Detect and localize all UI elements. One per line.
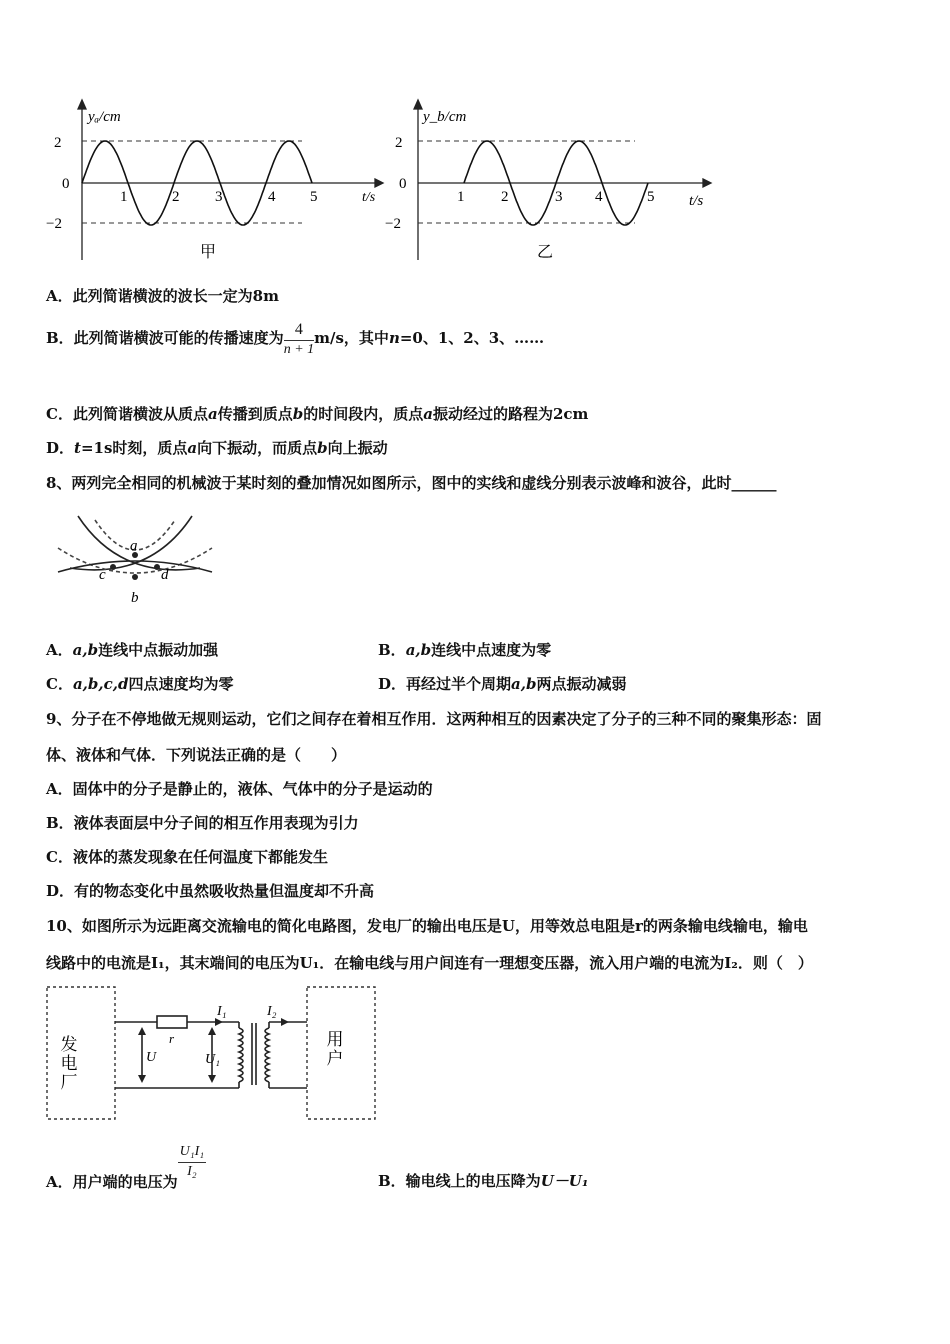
ylabel-jia: yₐ/cm: [88, 109, 121, 125]
wave-interference-diagram: [50, 510, 220, 610]
caption-yi: 乙: [537, 244, 554, 261]
q9-option-b: B．液体表面层中分子间的相互作用表现为引力: [46, 814, 359, 832]
user-label: 用户: [323, 1030, 343, 1068]
xtick: 1: [457, 189, 465, 205]
xtick: 2: [501, 189, 509, 205]
point-label-a: a: [130, 538, 138, 554]
xlabel-jia: t/s: [362, 190, 376, 205]
q9-option-c: C．液体的蒸发现象在任何温度下都能发生: [46, 848, 328, 866]
q9-option-a: A．固体中的分子是静止的，液体、气体中的分子是运动的: [46, 780, 433, 798]
current-i2-label: I₂: [267, 1004, 277, 1019]
q10-option-b: B．输电线上的电压降为U－U₁: [378, 1172, 589, 1190]
ylabel-yi: y_b/cm: [423, 109, 467, 125]
q9-option-d: D．有的物态变化中虽然吸收热量但温度却不升高: [46, 882, 375, 900]
ytick-2: 2: [54, 135, 62, 151]
point-label-c: c: [99, 567, 106, 583]
q8-option-b: B．a,b连线中点速度为零: [378, 641, 552, 659]
q7-option-a: A．此列简谐横波的波长一定为8m: [46, 287, 279, 305]
point-label-b: b: [131, 590, 139, 606]
q10-option-a: A．用户端的电压为 $\frac{\text{U₁I₁}}{\text{I₂}}$: [46, 1144, 205, 1191]
q8-option-a: A．a,b连线中点振动加强: [46, 641, 219, 659]
xtick: 3: [215, 189, 223, 205]
voltage-u1-label: U₁: [205, 1052, 220, 1067]
ytick-0: 0: [62, 176, 70, 192]
power-plant-label: 发电厂: [57, 1035, 77, 1092]
q7-option-b: B．此列简谐横波可能的传播速度为 $\frac{4}{n + 1}$ m/s，其中n=0、1、2、3、……: [46, 320, 545, 357]
wave-curve-a: [82, 141, 107, 183]
resistor-label: r: [169, 1031, 175, 1046]
xtick: 1: [120, 189, 128, 205]
caption-jia: 甲: [200, 244, 217, 261]
q10-stem-line1: 10、如图所示为远距离交流输电的简化电路图，发电厂的输出电压是U，用等效总电阻是r的两条输电线输电，输电: [46, 917, 808, 935]
q10-stem-line2: 线路中的电流是I₁，其末端间的电压为U₁．在输电线与用户间连有一理想变压器，流入用户端的电流为I₂．则（ ）: [46, 954, 813, 972]
power-transmission-circuit: [45, 985, 380, 1125]
q7-option-d: D．t=1s时刻，质点a向下振动，而质点b向上振动: [46, 439, 388, 457]
xtick: 5: [647, 189, 655, 205]
q9-stem-line2: 体、液体和气体．下列说法正确的是（ ）: [46, 746, 347, 764]
fraction-4-over-n-plus-1: $\frac{4}{n + 1}$: [283, 320, 315, 357]
ytick-2: 2: [395, 135, 403, 151]
ytick-neg2: −2: [385, 216, 401, 232]
ytick-0: 0: [399, 176, 407, 192]
xtick: 2: [172, 189, 180, 205]
fraction-u1i1-over-i2: $\frac{\text{U₁I₁}}{\text{I₂}}$: [179, 1144, 205, 1179]
wave-graph-yi: [385, 95, 725, 265]
ytick-neg2: −2: [46, 216, 62, 232]
xlabel-yi: t/s: [689, 193, 704, 209]
xtick: 3: [555, 189, 563, 205]
resistor-r: [157, 1016, 187, 1028]
voltage-u-label: U: [146, 1050, 157, 1065]
q7-option-c: C．此列简谐横波从质点a传播到质点b的时间段内，质点a振动经过的路程为2cm: [46, 405, 589, 423]
point-label-d: d: [161, 567, 169, 583]
q9-stem-line1: 9、分子在不停地做无规则运动，它们之间存在着相互作用．这两种相互的因素决定了分子的三种不同的聚集形态：固: [46, 710, 822, 728]
wave-graph-jia: [40, 95, 390, 265]
xtick: 5: [310, 189, 318, 205]
q8-option-d: D．再经过半个周期a,b两点振动减弱: [378, 675, 627, 693]
xtick: 4: [268, 189, 276, 205]
q8-stem: 8、两列完全相同的机械波于某时刻的叠加情况如图所示，图中的实线和虚线分别表示波峰和波谷，此时______: [46, 474, 777, 492]
xtick: 4: [595, 189, 603, 205]
current-i1-label: I₁: [217, 1004, 227, 1019]
q8-option-c: C．a,b,c,d四点速度均为零: [46, 675, 234, 693]
